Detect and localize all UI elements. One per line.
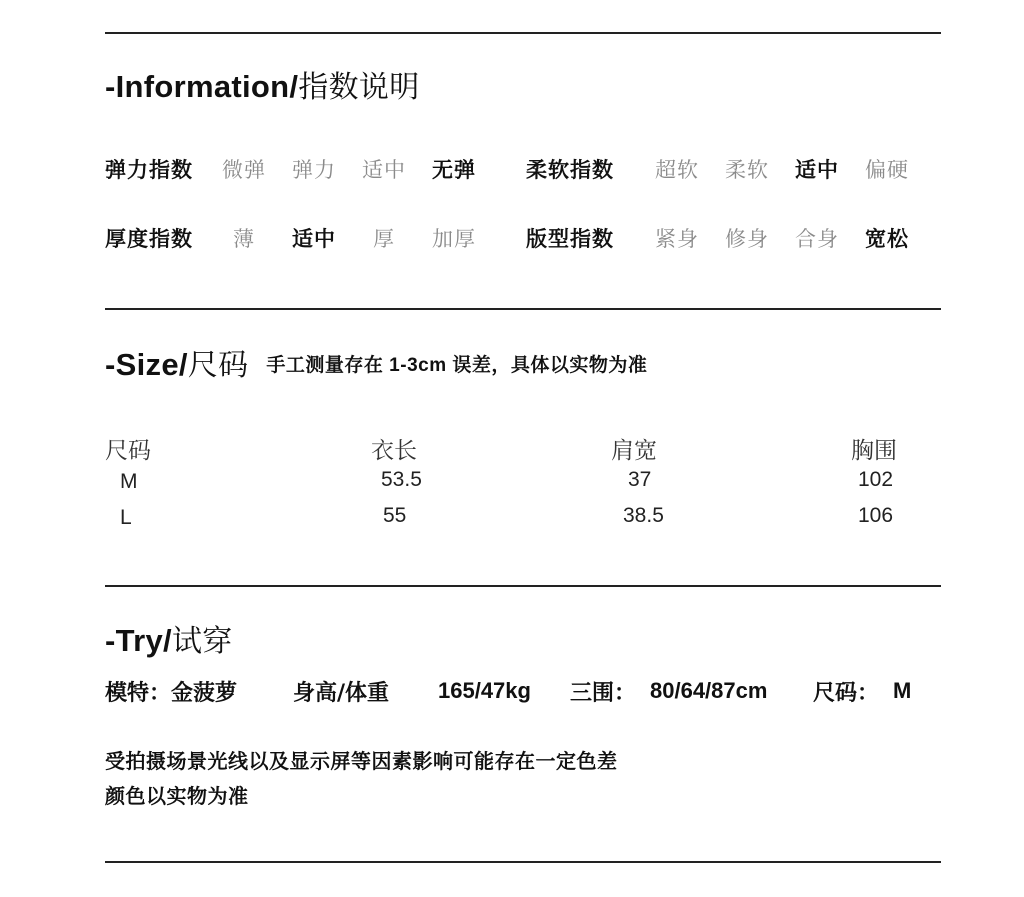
model-label: 模特：金菠萝 [105,681,238,706]
index-label: 弹力指数 [105,158,193,182]
index-option: 薄 [233,227,255,251]
index-option: 弹力 [292,158,336,182]
index-label: 柔软指数 [526,158,614,182]
size-value: M [893,678,912,703]
size-title-en: -Size/ [105,347,188,382]
measure-value: 80/64/87cm [650,678,768,703]
size-cell: 102 [858,468,894,491]
disclaimer-line-1: 受拍摄场景光线以及显示屏等因素影响可能存在一定色差 [105,749,618,773]
size-note: 手工测量存在 1-3cm 误差，具体以实物为准 [266,355,648,376]
index-option: 微弹 [222,158,266,182]
index-option-selected: 适中 [795,158,839,182]
index-option: 合身 [795,227,839,251]
size-cell: 53.5 [381,468,422,491]
index-option: 紧身 [655,227,699,251]
index-option: 厚 [373,227,395,251]
size-cell: 106 [858,504,894,527]
index-option: 偏硬 [865,158,909,182]
index-option-selected: 适中 [292,227,336,251]
divider-info [105,308,941,310]
index-option: 适中 [362,158,406,182]
try-title-en: -Try/ [105,623,172,658]
index-option-selected: 无弹 [432,158,476,182]
size-cell: L [120,506,132,529]
size-cell: M [120,470,138,493]
try-title [105,616,233,660]
measure-label: 三围： [570,681,637,706]
size-header: 肩宽 [611,438,657,464]
size-header: 衣长 [371,438,417,464]
divider-size [105,585,941,587]
size-header: 胸围 [851,438,897,464]
index-label: 版型指数 [526,227,614,251]
size-label: 尺码： [813,681,880,706]
height-value: 165/47kg [438,678,531,703]
disclaimer-line-2: 颜色以实物为准 [105,784,249,808]
size-cell: 38.5 [623,504,664,527]
index-option-selected: 宽松 [865,227,909,251]
index-option: 修身 [725,227,769,251]
index-label: 厚度指数 [105,227,193,251]
try-title-cn: 试穿 [171,624,233,659]
try-details [105,676,941,708]
information-title-cn: 指数说明 [298,70,420,105]
size-cell: 55 [383,504,407,527]
index-option: 柔软 [725,158,769,182]
size-header: 尺码 [105,438,151,464]
size-title-cn: 尺码 [187,348,249,383]
divider-bottom [105,861,941,863]
information-title-en: -Information/ [105,69,299,104]
size-title [105,340,647,384]
divider-top [105,32,941,34]
information-title [105,62,420,106]
index-option: 加厚 [432,227,476,251]
index-option: 超软 [655,158,699,182]
height-label: 身高/体重 [293,681,390,706]
size-cell: 37 [628,468,652,491]
